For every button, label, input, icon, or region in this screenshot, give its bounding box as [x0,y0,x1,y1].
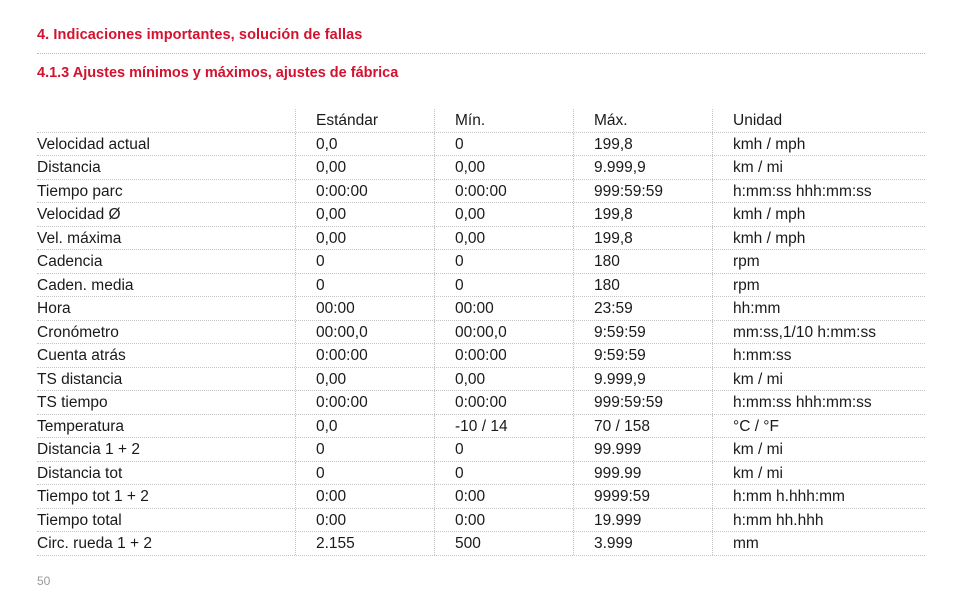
cell-max: 70 / 158 [573,415,650,438]
page-number: 50 [37,574,51,588]
table-row [37,297,925,321]
cell-min: 0 [434,133,464,156]
cell-max: 9:59:59 [573,344,646,367]
cell-unit: h:mm:ss [712,344,792,367]
cell-min: 0:00 [434,509,485,532]
cell-max: 180 [573,274,620,297]
cell-unit: h:mm:ss hhh:mm:ss [712,391,872,414]
cell-min: 0,00 [434,203,485,226]
cell-standard: 0,0 [295,415,338,438]
cell-unit: mm:ss,1/10 h:mm:ss [712,321,876,344]
cell-unit: °C / °F [712,415,779,438]
cell-standard: 0 [295,462,325,485]
cell-max: 9.999,9 [573,368,646,391]
cell-parameter: Distancia 1 + 2 [37,441,140,458]
table-row [37,203,925,227]
cell-parameter: Circ. rueda 1 + 2 [37,535,153,552]
table-row [37,391,925,415]
table-row [37,180,925,204]
table-row [37,368,925,392]
cell-standard: 0 [295,250,325,273]
cell-standard: 0,00 [295,227,346,250]
cell-standard: 0 [295,274,325,297]
cell-parameter: Hora [37,300,71,317]
cell-unit: km / mi [712,438,783,461]
cell-parameter: Caden. media [37,276,134,294]
cell-parameter: TS distancia [37,370,123,388]
cell-min: 0 [434,438,464,461]
cell-min: 0,00 [434,227,485,250]
cell-min: 0 [434,462,464,485]
table-row [37,532,925,556]
cell-unit: km / mi [712,462,783,485]
section-divider [37,53,925,54]
cell-unit: kmh / mph [712,227,805,250]
table-row [37,438,925,462]
cell-parameter: Cuenta atrás [37,347,126,364]
cell-max: 9:59:59 [573,321,646,344]
header-min: Mín. [434,109,485,132]
cell-unit: rpm [712,274,760,297]
table-row [37,274,925,298]
cell-min: 00:00,0 [434,321,507,344]
cell-min: 0,00 [434,368,485,391]
cell-max: 9999:59 [573,485,650,508]
cell-min: -10 / 14 [434,415,508,438]
header-standard: Estándar [295,109,378,132]
header-unit: Unidad [712,109,782,132]
cell-max: 19.999 [573,509,641,532]
cell-standard: 0 [295,438,325,461]
cell-unit: kmh / mph [712,203,805,226]
cell-parameter: Tiempo total [37,511,122,529]
cell-min: 0:00:00 [434,180,507,203]
table-row [37,344,925,368]
cell-max: 999.99 [573,462,641,485]
cell-unit: km / mi [712,368,783,391]
table-header-row [37,109,925,133]
cell-parameter: Tiempo parc [37,182,123,200]
cell-standard: 0:00 [295,509,346,532]
cell-parameter: Vel. máxima [37,229,122,247]
cell-min: 500 [434,532,481,555]
table-row [37,509,925,533]
cell-min: 0 [434,274,464,297]
cell-max: 3.999 [573,532,633,555]
cell-max: 999:59:59 [573,180,663,203]
cell-max: 999:59:59 [573,391,663,414]
cell-min: 0 [434,250,464,273]
cell-unit: mm [712,532,759,555]
subsection-title: 4.1.3 Ajustes mínimos y máximos, ajustes de fábrica [37,65,399,81]
cell-parameter: Cronómetro [37,323,119,341]
cell-standard: 0,00 [295,368,346,391]
cell-standard: 0:00:00 [295,344,368,367]
cell-unit: h:mm h.hhh:mm [712,485,845,508]
header-max: Máx. [573,109,628,132]
table-row [37,227,925,251]
cell-parameter: Temperatura [37,417,125,435]
cell-standard: 0:00 [295,485,346,508]
cell-parameter: Distancia [37,159,101,176]
settings-table [37,109,925,556]
table-row [37,133,925,157]
cell-standard: 00:00 [295,297,355,320]
cell-min: 0:00:00 [434,391,507,414]
cell-standard: 0,00 [295,203,346,226]
cell-max: 199,8 [573,133,633,156]
cell-unit: km / mi [712,156,783,179]
cell-max: 199,8 [573,203,633,226]
cell-standard: 0,0 [295,133,338,156]
cell-max: 99.999 [573,438,641,461]
cell-parameter: Tiempo tot 1 + 2 [37,488,149,505]
cell-min: 0:00 [434,485,485,508]
cell-parameter: Velocidad Ø [37,206,121,223]
table-row [37,415,925,439]
cell-min: 0:00:00 [434,344,507,367]
cell-max: 9.999,9 [573,156,646,179]
cell-unit: h:mm:ss hhh:mm:ss [712,180,872,203]
cell-unit: kmh / mph [712,133,805,156]
cell-unit: rpm [712,250,760,273]
cell-standard: 0:00:00 [295,391,368,414]
cell-parameter: Velocidad actual [37,135,150,153]
cell-max: 180 [573,250,620,273]
cell-unit: hh:mm [712,297,780,320]
cell-standard: 00:00,0 [295,321,368,344]
cell-max: 23:59 [573,297,633,320]
cell-standard: 0,00 [295,156,346,179]
table-row [37,321,925,345]
table-row [37,156,925,180]
cell-min: 0,00 [434,156,485,179]
table-row [37,485,925,509]
section-title: 4. Indicaciones importantes, solución de fallas [37,27,363,43]
cell-parameter: Distancia tot [37,464,123,482]
cell-parameter: TS tiempo [37,394,108,411]
table-row [37,250,925,274]
cell-parameter: Cadencia [37,253,103,270]
cell-min: 00:00 [434,297,494,320]
table-row [37,462,925,486]
cell-standard: 2.155 [295,532,355,555]
cell-max: 199,8 [573,227,633,250]
cell-unit: h:mm hh.hhh [712,509,823,532]
cell-standard: 0:00:00 [295,180,368,203]
